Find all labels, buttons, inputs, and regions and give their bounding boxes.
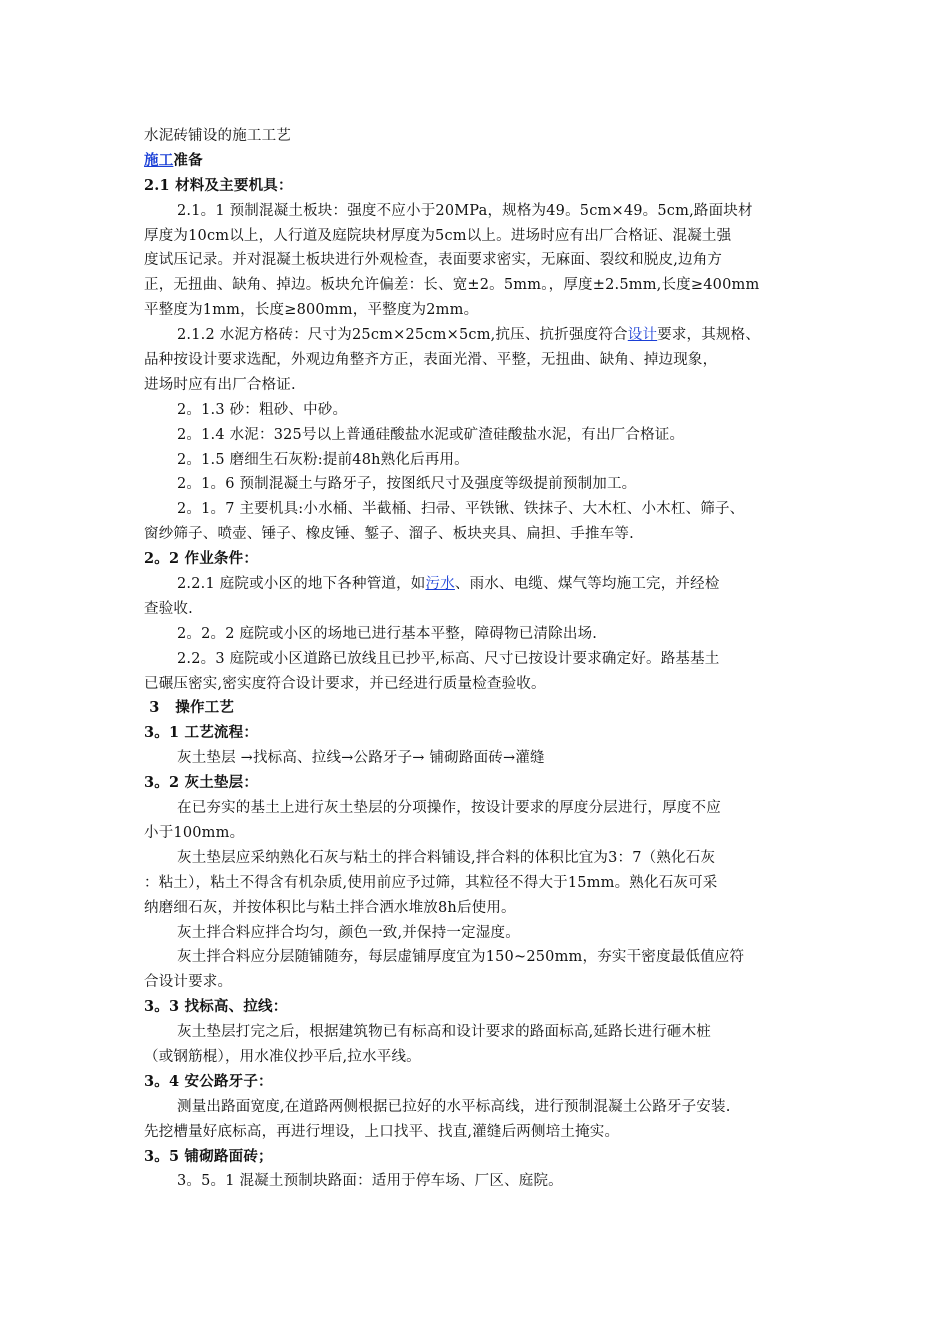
paragraph-line [144, 572, 824, 597]
text-span: 2.1.2 水泥方格砖：尺寸为25cm×25cm×5cm,抗压、抗折强度符合 [177, 327, 628, 344]
text-span: 、雨水、电缆、煤气等均施工完，并经检 [454, 576, 720, 593]
text-span: 要求，其规格、 [657, 327, 761, 344]
paragraph-line: 先挖槽量好底标高，再进行埋设，上口找平、找直,灌缝后两侧培土掩实。 [144, 1123, 620, 1140]
paragraph-line: 纳磨细石灰，并按体积比与粘土拌合洒水堆放8h后使用。 [144, 899, 516, 916]
section-2-heading-rest: 准备 [173, 151, 203, 169]
process-flow: 灰土垫层 →找标高、拉线→公路牙子→ 铺砌路面砖→灌缝 [177, 750, 545, 767]
paragraph-line: （或钢筋棍），用水准仪抄平后,拉水平线。 [144, 1048, 421, 1065]
construction-link[interactable]: 施工 [144, 151, 174, 169]
paragraph-line: 小于100mm。 [144, 824, 245, 841]
text-span: 2.2.1 庭院或小区的地下各种管道，如 [177, 576, 426, 593]
heading-3-1: 3。1 工艺流程： [144, 724, 259, 742]
paragraph-line: 灰土拌合料应拌合均匀，颜色一致,并保持一定湿度。 [177, 924, 520, 941]
paragraph-line: 2.2。3 庭院或小区道路已放线且已抄平,标高、尺寸已按设计要求确定好。路基基土 [177, 650, 720, 667]
paragraph-line: 灰土垫层应采纳熟化石灰与粘土的拌合料铺设,拌合料的体积比宜为3：7（熟化石灰 [177, 849, 716, 866]
paragraph-line: 厚度为10cm以上，人行道及庭院块材厚度为5cm以上。进场时应有出厂合格证、混凝土强 [144, 227, 732, 244]
paragraph-line: 正，无扭曲、缺角、掉边。板块允许偏差：长、宽±2。5mm。，厚度±2.5mm,长度≥400mm [144, 277, 760, 294]
document-body [144, 124, 824, 1194]
design-link[interactable]: 设计 [627, 327, 658, 344]
heading-3-4: 3。4 安公路牙子： [144, 1072, 273, 1090]
heading-3: 3 操作工艺 [144, 699, 235, 717]
paragraph-line: 2。1.5 磨细生石灰粉:提前48h熟化后再用。 [177, 451, 469, 468]
paragraph-line: 2。1。6 预制混凝土与路牙子，按图纸尺寸及强度等级提前预制加工。 [177, 476, 637, 493]
paragraph-line: 2。1.4 水泥：325号以上普通硅酸盐水泥或矿渣硅酸盐水泥，有出厂合格证。 [177, 426, 685, 443]
paragraph-line: 合设计要求。 [144, 974, 233, 991]
heading-3-5: 3。5 铺砌路面砖； [144, 1147, 273, 1165]
paragraph-line: ：粘土），粘土不得含有机杂质,使用前应予过筛，其粒径不得大于15mm。熟化石灰可采 [144, 874, 718, 891]
paragraph-line: 平整度为1mm，长度≥800mm，平整度为2mm。 [144, 302, 479, 319]
paragraph-line: 2。2。2 庭院或小区的场地已进行基本平整，障碍物已清除出场. [177, 625, 598, 642]
paragraph-line: 测量出路面宽度,在道路两侧根据已拉好的水平标高线，进行预制混凝土公路牙子安装. [177, 1098, 731, 1115]
paragraph-line: 窗纱筛子、喷壶、锤子、橡皮锤、錾子、溜子、板块夹具、扁担、手推车等. [144, 526, 634, 543]
paragraph-line: 2。1。7 主要机具:小水桶、半截桶、扫帚、平铁锹、铁抹子、大木杠、小木杠、筛子、 [177, 501, 745, 518]
paragraph-line: 度试压记录。并对混凝土板块进行外观检查，表面要求密实，无麻面、裂纹和脱皮,边角方 [144, 252, 723, 269]
paragraph-line: 灰土拌合料应分层随铺随夯，每层虚铺厚度宜为150~250mm，夯实干密度最低值应符 [177, 949, 745, 966]
paragraph-line: 在已夯实的基土上进行灰土垫层的分项操作，按设计要求的厚度分层进行，厚度不应 [177, 800, 721, 817]
heading-2-2: 2。2 作业条件： [144, 550, 259, 568]
paragraph-line: 灰土垫层打完之后，根据建筑物已有标高和设计要求的路面标高,延路长进行砸木桩 [177, 1024, 712, 1041]
paragraph-line: 3。5。1 混凝土预制块路面：适用于停车场、厂区、庭院。 [177, 1173, 563, 1190]
paragraph-line: 2。1.3 砂：粗砂、中砂。 [177, 401, 348, 418]
paragraph-line [144, 323, 824, 348]
section-2-heading [144, 149, 824, 174]
heading-2-1: 2.1 材料及主要机具： [144, 176, 293, 194]
document-title: 水泥砖铺设的施工工艺 [144, 128, 291, 144]
paragraph-line: 2.1。1 预制混凝土板块：强度不应小于20MPa，规格为49。5cm×49。5cm,路面块材 [177, 202, 753, 219]
paragraph-line: 已碾压密实,密实度符合设计要求，并已经进行质量检查验收。 [144, 675, 546, 692]
heading-3-3: 3。3 找标高、拉线： [144, 998, 288, 1016]
paragraph-line: 品种按设计要求选配，外观边角整齐方正，表面光滑、平整，无扭曲、缺角、掉边现象， [144, 352, 718, 369]
heading-3-2: 3。2 灰土垫层： [144, 774, 259, 792]
paragraph-line: 进场时应有出厂合格证. [144, 376, 296, 393]
sewage-link[interactable]: 污水 [425, 576, 455, 593]
paragraph-line: 查验收. [144, 600, 193, 617]
